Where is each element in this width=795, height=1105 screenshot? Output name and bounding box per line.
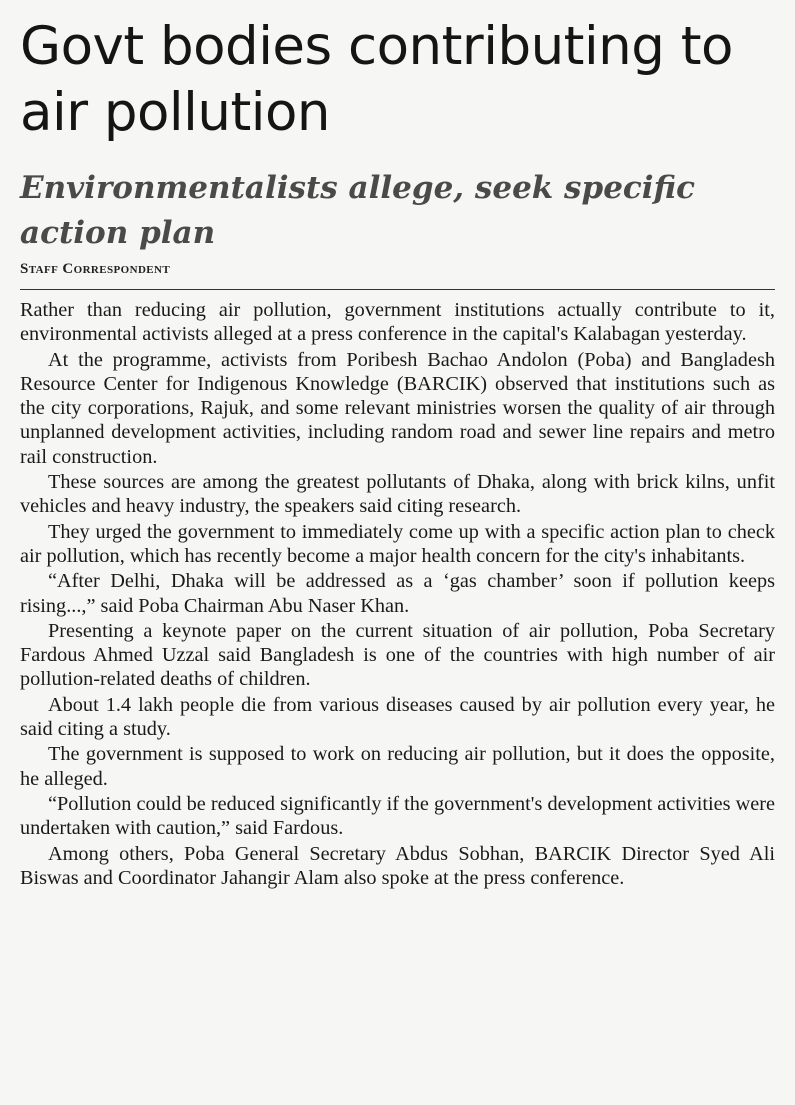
paragraph: “After Delhi, Dhaka will be addressed as a ‘gas chamber’ soon if pollution keeps rising...,” said Poba Chairman Abu Naser Khan. bbox=[20, 570, 775, 617]
paragraph: Presenting a keynote paper on the current situation of air pollution, Poba Secretary Fardous Ahmed Uzzal said Bangladesh is one of the countries with high number of air pollution-related deaths of children. bbox=[20, 619, 775, 691]
paragraph: These sources are among the greatest pollutants of Dhaka, along with brick kilns, unfit vehicles and heavy industry, the speakers said citing research. bbox=[20, 471, 775, 518]
paragraph: They urged the government to immediately come up with a specific action plan to check air pollution, which has recently become a major health concern for the city's inhabitants. bbox=[20, 520, 775, 567]
paragraph: About 1.4 lakh people die from various diseases caused by air pollution every year, he said citing a study. bbox=[20, 693, 775, 741]
byline-divider bbox=[20, 289, 775, 290]
byline: Staff Correspondent bbox=[20, 261, 171, 277]
paragraph: “Pollution could be reduced significantly if the government's development activities were undertaken with caution,” said Fardous. bbox=[20, 792, 775, 840]
paragraph: At the programme, activists from Poribesh Bachao Andolon (Poba) and Bangladesh Resource Center for Indigenous Knowledge (BARCIK) observed that institutions such as the city corporations, Rajuk, and some relevant ministries worsen the quality of air through unplanned development activities, including random road and sewer line repairs and metro rail construction. bbox=[20, 348, 775, 468]
paragraph: The government is supposed to work on reducing air pollution, but it does the opposite, he alleged. bbox=[20, 743, 775, 790]
paragraph: Rather than reducing air pollution, government institutions actually contribute to it, environmental activists alleged at a press conference in the capital's Kalabagan yesterday. bbox=[20, 299, 775, 346]
subheadline: Environmentalists allege, seek specific action plan bbox=[20, 170, 695, 251]
article-body bbox=[20, 298, 775, 890]
paragraph: Among others, Poba General Secretary Abdus Sobhan, BARCIK Director Syed Ali Biswas and Coordinator Jahangir Alam also spoke at the press conference. bbox=[20, 842, 775, 889]
headline: Govt bodies contributing to air pollution bbox=[20, 16, 733, 143]
